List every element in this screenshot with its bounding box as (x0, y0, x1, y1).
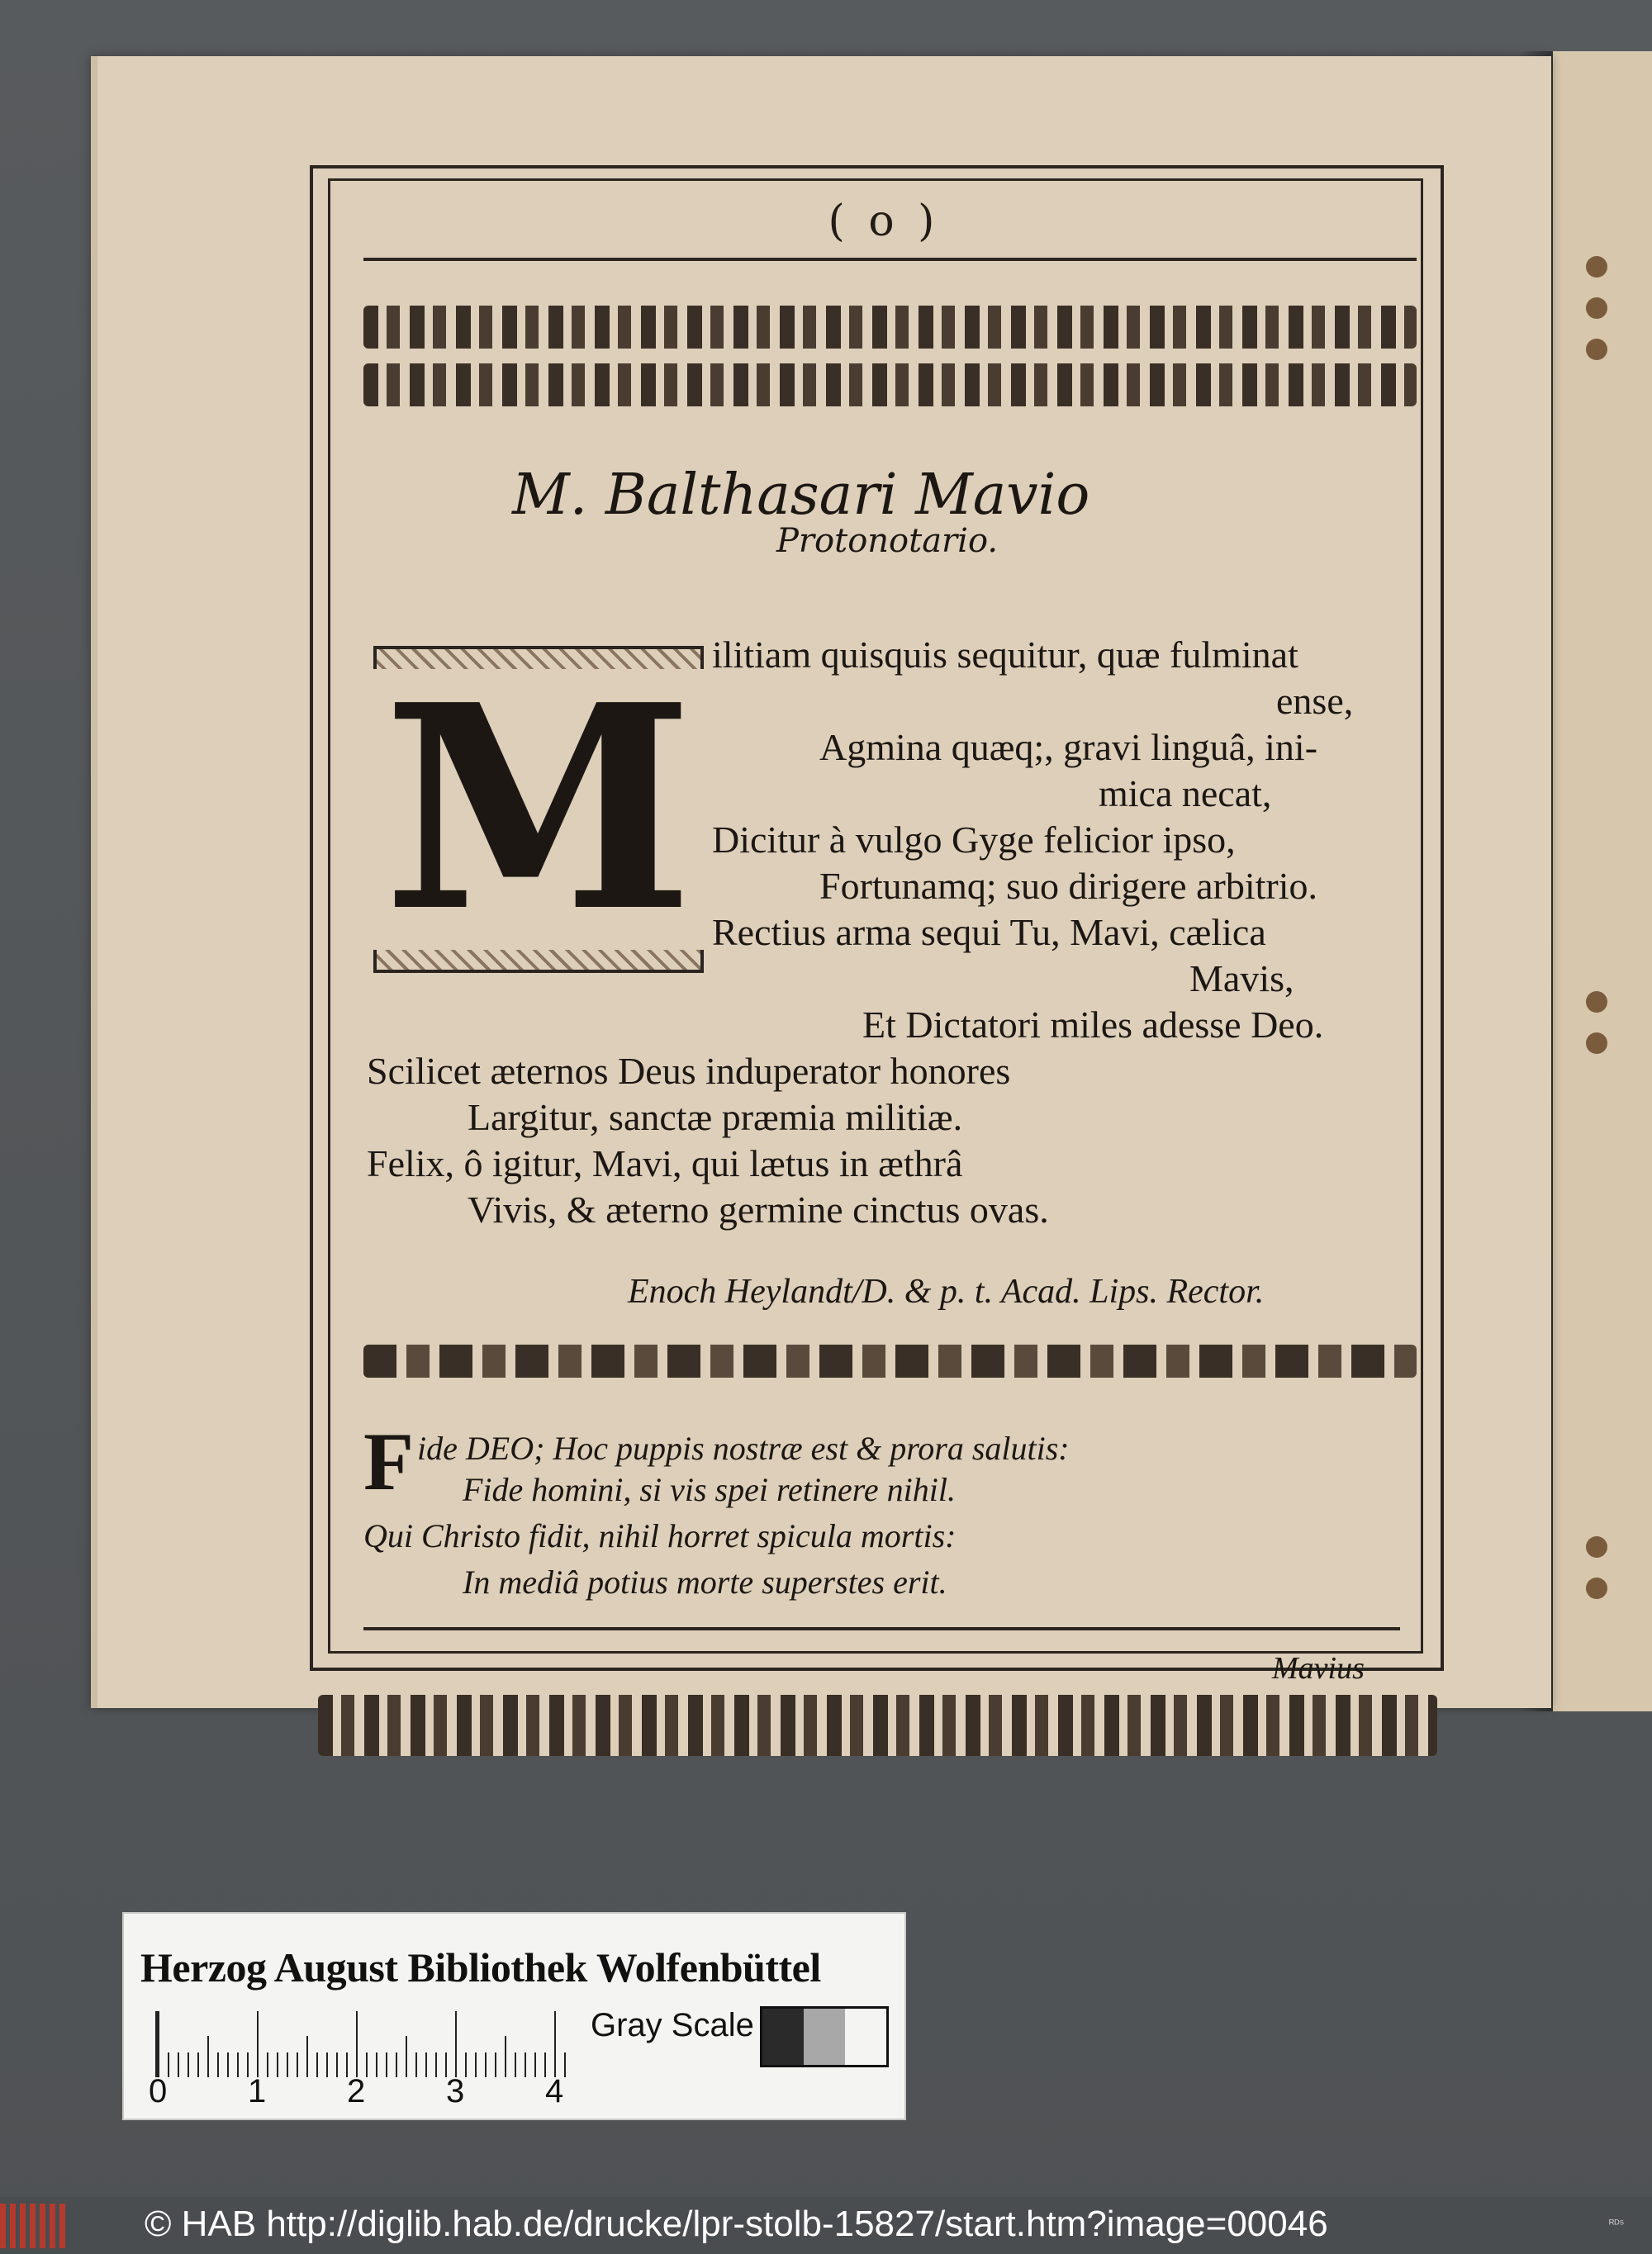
poem-line: Scilicet æternos Deus induperator honores (367, 1050, 1011, 1092)
ruler-number: 0 (149, 2073, 168, 2109)
catchword: Mavius (1272, 1651, 1365, 1686)
gray-scale-label: Gray Scale (591, 2007, 754, 2043)
footer-mark: ᴿᴰ⁵ (1609, 2217, 1625, 2230)
ruler-number: 1 (248, 2073, 267, 2109)
motto-initial: F (363, 1416, 415, 1507)
dedication-heading: M. Balthasari Mavio (512, 463, 1090, 528)
hab-logo-icon (0, 2204, 69, 2248)
footer-rule (363, 1627, 1400, 1630)
ornament-band-middle (363, 1345, 1417, 1378)
ruler-number: 4 (545, 2073, 564, 2109)
poem-line: Et Dictatori miles adesse Deo. (862, 1004, 1324, 1046)
decorated-initial (373, 646, 704, 973)
poem-line: Dicitur à vulgo Gyge felicior ipso, (712, 819, 1236, 861)
worm-holes (1586, 248, 1619, 1652)
ruler-number: 3 (446, 2073, 465, 2109)
motto-line: In mediâ potius morte superstes erit. (463, 1564, 947, 1601)
poem-line: Agmina quæq;, gravi linguâ, ini- (819, 726, 1318, 768)
poem-line: Vivis, & æterno germine cinctus ovas. (468, 1189, 1049, 1231)
page-number: ( o ) (828, 197, 940, 246)
header-rule (363, 258, 1417, 261)
poem-line: Fortunamq; suo dirigere arbitrio. (819, 865, 1317, 907)
ruler-number: 2 (347, 2073, 366, 2109)
poem-line: Largitur, sanctæ præmia militiæ. (468, 1096, 963, 1138)
poem-line: ense, (1276, 680, 1354, 722)
decorated-initial-letter: M (372, 669, 705, 950)
gray-scale-swatches (760, 2006, 889, 2067)
gray-swatch-dark (762, 2009, 804, 2065)
ornament-band-top-second (363, 363, 1417, 406)
signature: Enoch Heylandt/D. & p. t. Acad. Lips. Rector. (628, 1273, 1265, 1311)
motto-line: ide DEO; Hoc puppis nostræ est & prora salutis: (417, 1430, 1070, 1467)
gray-swatch-light (845, 2009, 886, 2065)
copyright-url[interactable]: © HAB http://diglib.hab.de/drucke/lpr-stolb-15827/start.htm?image=00046 (145, 2204, 1328, 2244)
scale-card (122, 1912, 906, 2120)
poem-line: Rectius arma sequi Tu, Mavi, cælica (712, 911, 1266, 953)
ornament-band-bottom (318, 1695, 1437, 1756)
library-title: Herzog August Bibliothek Wolfenbüttel (140, 1944, 821, 1991)
motto-line: Fide homini, si vis spei retinere nihil. (463, 1471, 956, 1508)
dedication-subheading: Protonotario. (776, 522, 999, 560)
poem-line: ilitiam quisquis sequitur, quæ fulminat (712, 633, 1298, 676)
ornament-band-top (363, 306, 1417, 349)
motto-line: Qui Christo fidit, nihil horret spicula mortis: (363, 1517, 957, 1554)
poem-line: Felix, ô igitur, Mavi, qui lætus in æthrâ (367, 1142, 963, 1184)
poem-line: Mavis, (1189, 957, 1294, 999)
poem-line: mica necat, (1099, 772, 1272, 814)
gray-swatch-mid (804, 2009, 845, 2065)
